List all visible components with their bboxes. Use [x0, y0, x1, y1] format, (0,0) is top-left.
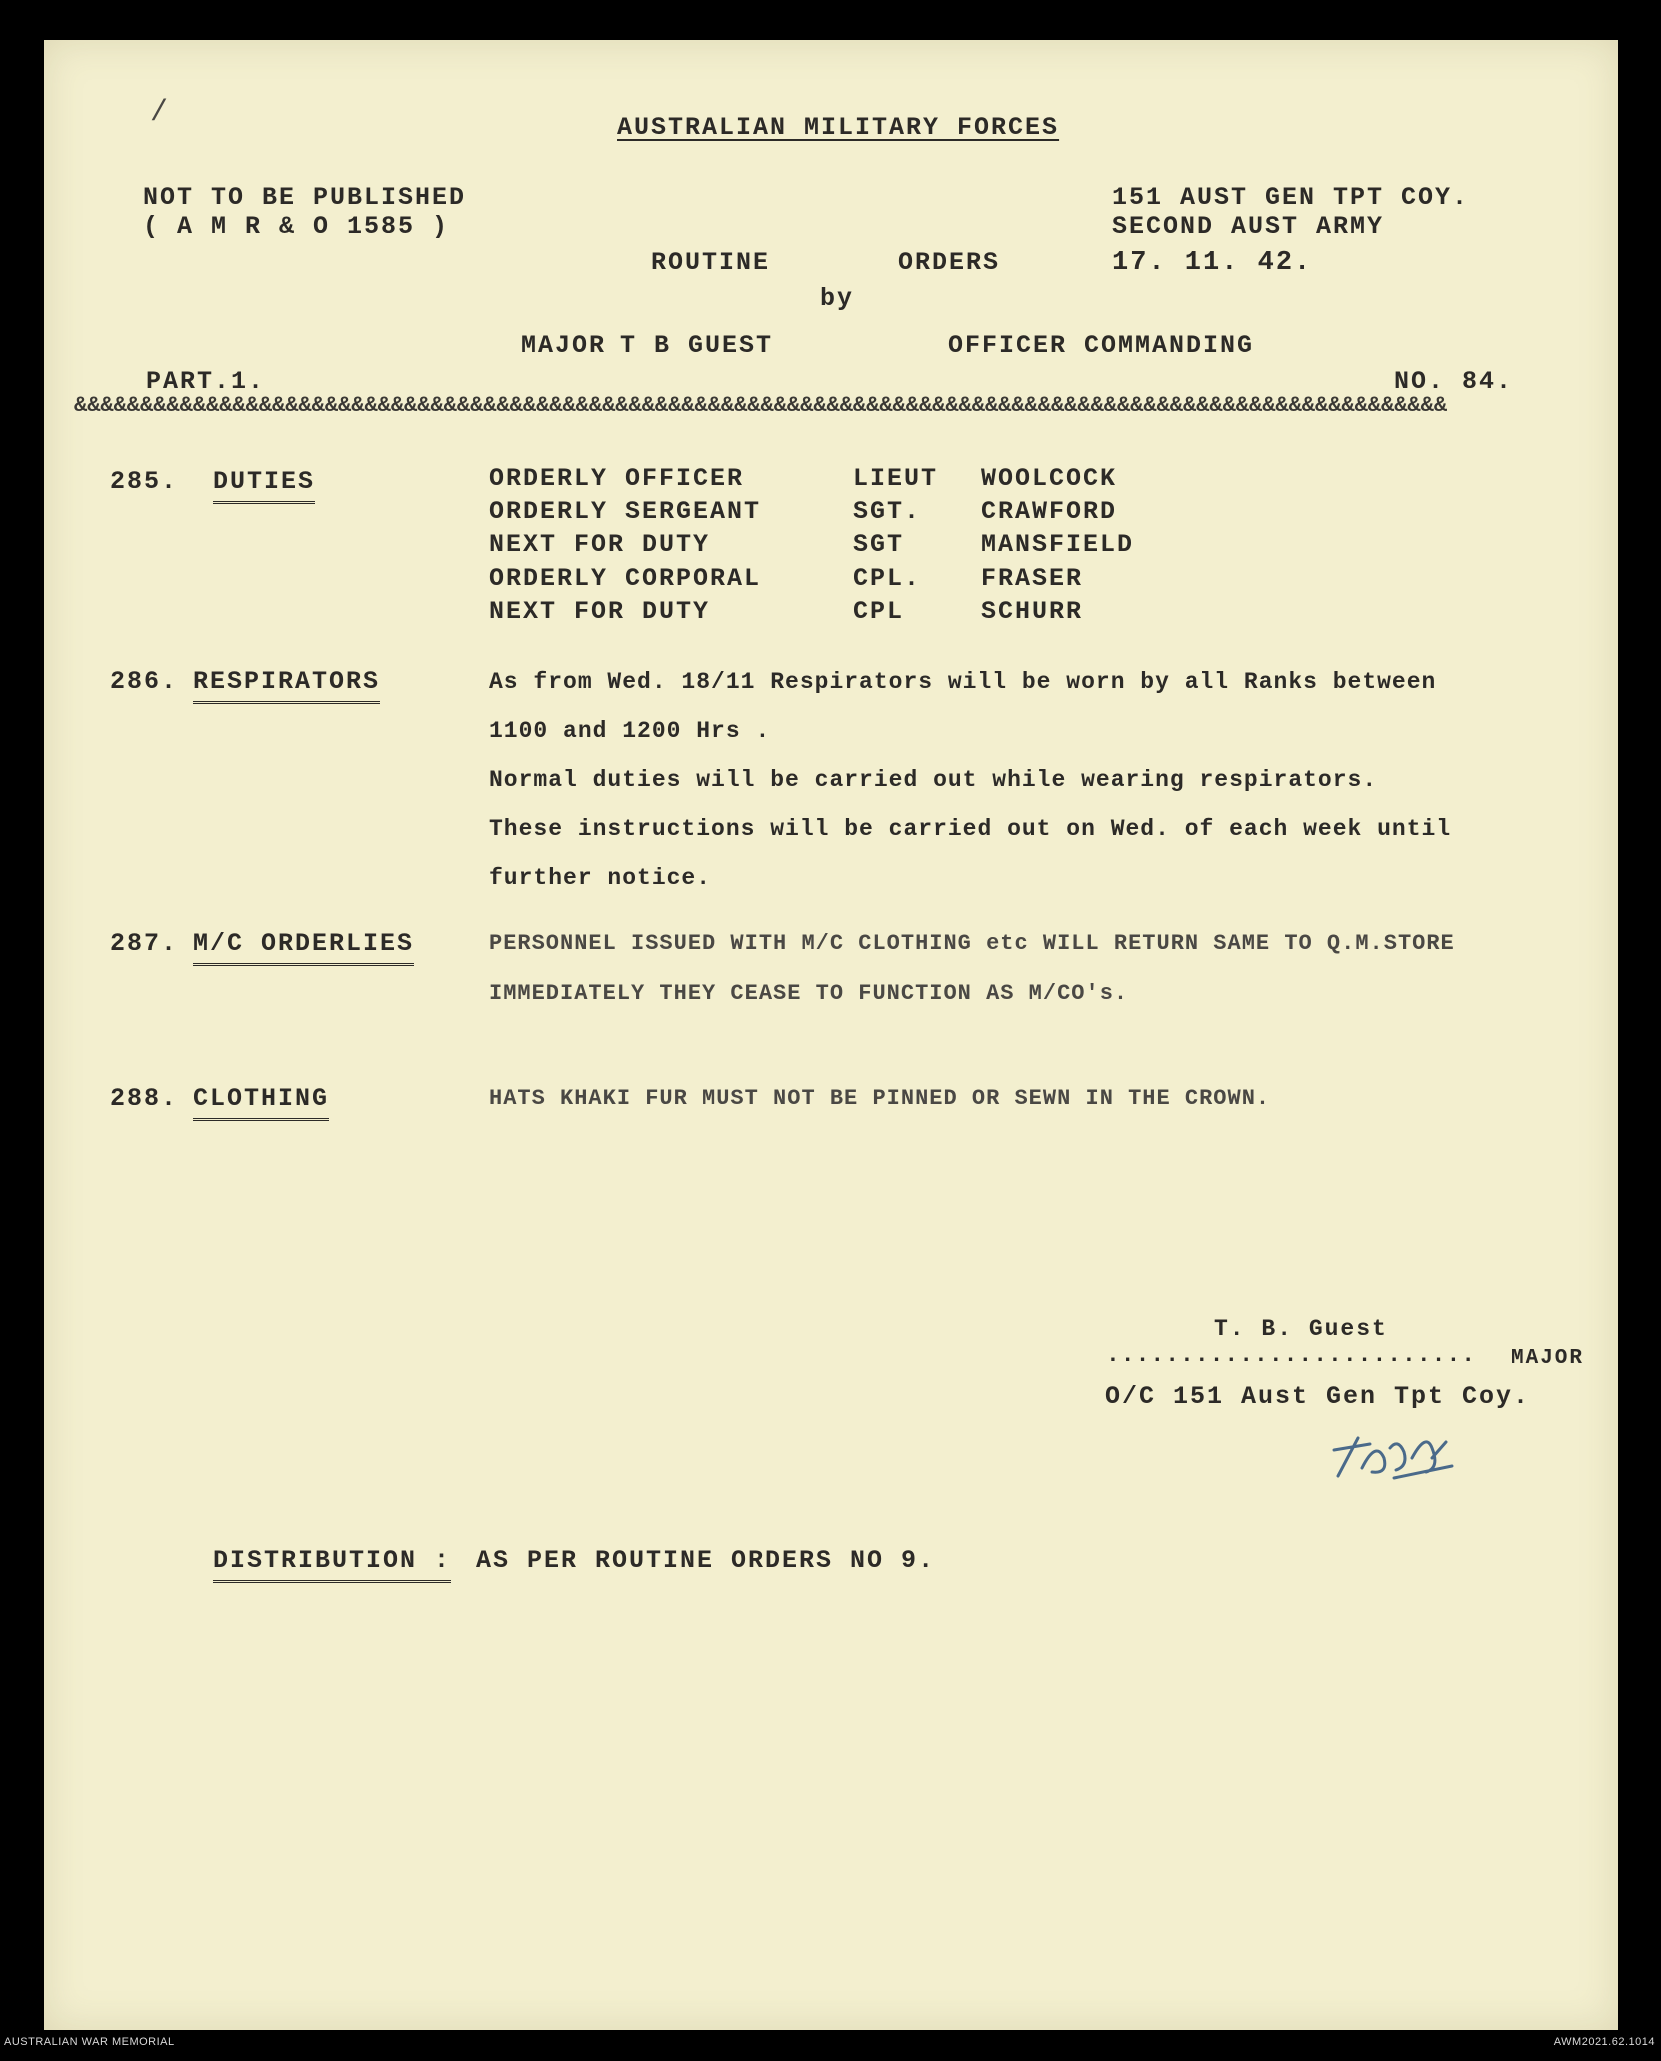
respirators-line: As from Wed. 18/11 Respirators will be worn by all Ranks between: [489, 669, 1437, 695]
respirators-line: further notice.: [489, 865, 712, 891]
margin-mark: /: [150, 96, 171, 130]
amr-reference: ( A M R & O 1585 ): [143, 212, 450, 241]
item-287-number: 287.: [110, 929, 179, 958]
item-285-number: 285.: [110, 467, 179, 496]
item-288-heading: CLOTHING: [193, 1084, 329, 1121]
duty-role: ORDERLY SERGEANT: [489, 497, 762, 526]
respirators-line: These instructions will be carried out on Wed. of each week until: [489, 816, 1452, 842]
duty-rank: SGT.: [853, 497, 922, 526]
by-label: by: [820, 284, 855, 313]
duty-rank: LIEUT: [853, 464, 939, 493]
duty-role: NEXT FOR DUTY: [489, 597, 711, 626]
unit-name: 151 AUST GEN TPT COY.: [1112, 183, 1470, 212]
army-name: SECOND AUST ARMY: [1112, 212, 1385, 241]
duty-name: SCHURR: [981, 597, 1084, 626]
order-date: 17. 11. 42.: [1112, 248, 1313, 278]
distribution-text: AS PER ROUTINE ORDERS NO 9.: [476, 1546, 936, 1575]
signatory-name: T. B. Guest: [1214, 1316, 1388, 1342]
mc-orderlies-line: IMMEDIATELY THEY CEASE TO FUNCTION AS M/CO's.: [489, 981, 1129, 1006]
respirators-line: Normal duties will be carried out while wearing respirators.: [489, 767, 1378, 793]
respirators-line: 1100 and 1200 Hrs .: [489, 718, 771, 744]
part-number: PART.1.: [146, 367, 266, 396]
duty-role: ORDERLY OFFICER: [489, 464, 745, 493]
archive-credit: AUSTRALIAN WAR MEMORIAL: [4, 2036, 175, 2048]
mc-orderlies-line: PERSONNEL ISSUED WITH M/C CLOTHING etc WILL RETURN SAME TO Q.M.STORE: [489, 931, 1455, 956]
orders-label: ORDERS: [898, 248, 1001, 277]
commander-role: OFFICER COMMANDING: [948, 331, 1255, 360]
commander-name: T B GUEST: [620, 331, 774, 360]
routine-label: ROUTINE: [651, 248, 771, 277]
restriction-label: NOT TO BE PUBLISHED: [143, 183, 467, 212]
item-286-number: 286.: [110, 667, 179, 696]
duty-name: WOOLCOCK: [981, 464, 1118, 493]
duty-name: FRASER: [981, 564, 1084, 593]
signatory-unit: O/C 151 Aust Gen Tpt Coy.: [1105, 1382, 1531, 1411]
signatory-rank: MAJOR: [1511, 1347, 1585, 1370]
item-287-heading: M/C ORDERLIES: [193, 929, 414, 966]
item-288-number: 288.: [110, 1084, 179, 1113]
document-title: AUSTRALIAN MILITARY FORCES: [617, 113, 1060, 142]
duty-role: ORDERLY CORPORAL: [489, 564, 762, 593]
item-286-heading: RESPIRATORS: [193, 667, 380, 704]
document-sheet: [44, 40, 1618, 2030]
handwritten-initials: [1328, 1418, 1488, 1488]
signature-dots: .........................: [1106, 1342, 1477, 1368]
duty-rank: CPL: [853, 597, 905, 626]
duty-name: MANSFIELD: [981, 530, 1135, 559]
duty-rank: SGT: [853, 530, 905, 559]
item-285-heading: DUTIES: [213, 467, 315, 504]
separator-line: &&&&&&&&&&&&&&&&&&&&&&&&&&&&&&&&&&&&&&&&&&&&&&&&&&&&&&&&&&&&&&&&&&&&&&&&&&&&&&&&&&&&&&&&&&&&&&&&&&&&&&&&: [74, 393, 1448, 418]
duty-role: NEXT FOR DUTY: [489, 530, 711, 559]
archive-reference: AWM2021.62.1014: [1553, 2036, 1655, 2048]
distribution-label: DISTRIBUTION :: [213, 1546, 451, 1583]
duty-rank: CPL.: [853, 564, 922, 593]
duty-name: CRAWFORD: [981, 497, 1118, 526]
order-number: NO. 84.: [1394, 367, 1514, 396]
clothing-line: HATS KHAKI FUR MUST NOT BE PINNED OR SEWN IN THE CROWN.: [489, 1086, 1271, 1111]
commander-rank: MAJOR: [521, 331, 607, 360]
